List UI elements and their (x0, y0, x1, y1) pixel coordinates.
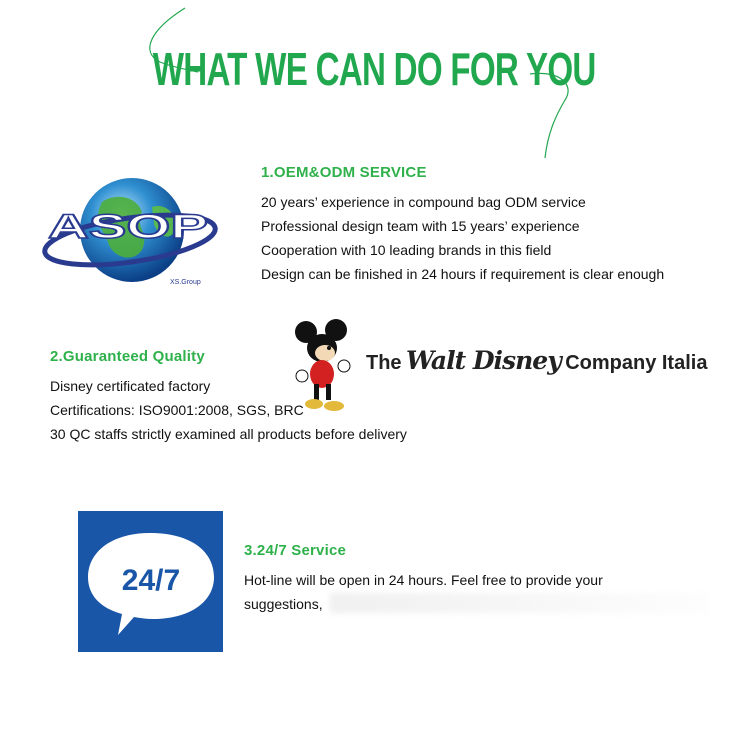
section1-heading: 1.OEM&ODM SERVICE (261, 164, 427, 181)
section1-lines (261, 190, 664, 286)
badge-text: 24/7 (121, 564, 181, 597)
page-title: WHAT WE CAN DO FOR YOU (152, 43, 596, 95)
mickey-mouse-illustration (292, 318, 356, 414)
disney-company: Company Italia (565, 352, 708, 374)
disney-script: Walt Disney (406, 346, 561, 375)
asop-globe-logo (42, 172, 220, 292)
section1-line: 20 years’ experience in compound bag ODM service (261, 194, 586, 210)
section3-heading: 3.24/7 Service (244, 542, 347, 559)
section2-line: Disney certificated factory (50, 378, 211, 394)
faded-text-overlay (330, 593, 710, 613)
speech-bubble-icon (78, 511, 223, 652)
section1-line: Cooperation with 10 leading brands in this field (261, 242, 552, 258)
disney-the: The (366, 352, 402, 374)
logo-text: ASOP (48, 208, 208, 246)
section3-line: Hot-line will be open in 24 hours. Feel free to provide your (244, 572, 603, 588)
section1-line: Professional design team with 15 years’ experience (261, 218, 580, 234)
section1-line: Design can be finished in 24 hours if requirement is clear enough (261, 266, 665, 282)
section3-line: suggestions, (244, 596, 323, 612)
section2-line: Certifications: ISO9001:2008, SGS, BRC (50, 402, 304, 418)
service-247-badge (78, 511, 223, 652)
section2-heading: 2.Guaranteed Quality (50, 348, 205, 365)
disney-company-logo (366, 346, 707, 375)
logo-sub: XS.Group (170, 279, 201, 286)
section2-line: 30 QC staffs strictly examined all products before delivery (50, 426, 407, 442)
